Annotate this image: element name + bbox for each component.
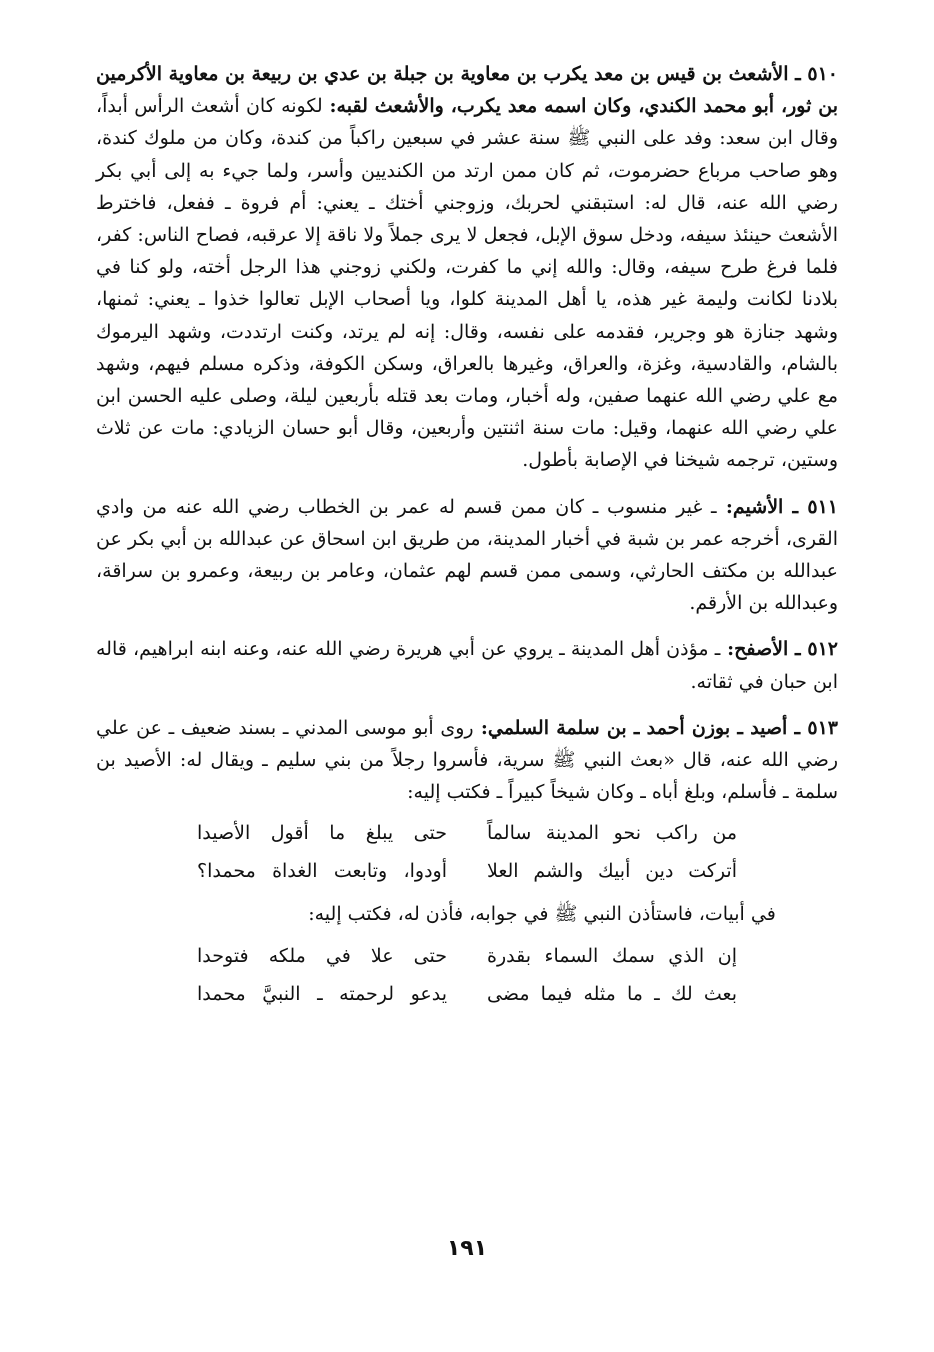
entry-heading: ـ الأصفح: <box>720 638 808 661</box>
entry-body: ـ غير منسوب ـ كان ممن قسم له عمر بن الخطاب رضي الله عنه من وادي القرى، أخرجه عمر بن شبة في أخبار المدينة، من طريق ابن اسحاق عن عبدالله بن أبي بكر عن عبدالله بن مكتف الحارثي، وسمى ممن قسم لهم عثمان، وعامر بن ربيعة، وعمرو بن سراقة، وعبدالله بن الأرقم. <box>96 495 838 615</box>
entry-paragraph <box>96 58 838 477</box>
entry-number: ٥١٢ <box>807 638 838 661</box>
entry-paragraph <box>96 491 838 620</box>
entry-513 <box>96 712 838 1013</box>
entry-512 <box>96 633 838 697</box>
entry-heading: ـ أصيد ـ بوزن أحمد ـ بن سلمة السلمي: <box>473 716 808 739</box>
entry-510 <box>96 58 838 477</box>
entry-paragraph <box>96 633 838 697</box>
poem-verse <box>197 937 737 975</box>
poem-verse <box>197 814 737 852</box>
poem-verse <box>197 852 737 890</box>
entry-body: لكونه كان أشعث الرأس أبداً، وقال ابن سعد: وفد على النبي ﷺ سنة عشر في سبعين راكباً من كندة، وكان من ملوك كندة، وهو صاحب مرباع حضرموت، ثم كان ممن ارتد من الكنديين وأسر، ولما جيء به إلى أبي بكر رضي الله عنه، قال له: استبقني لحربك، وزوجني أختك ـ يعني: أم فروة ـ ففعل، فاخترط الأشعث حينئذ سيفه، ودخل سوق الإبل، فجعل لا يرى جملاً ولا ناقة إلا عرقبه، فصاح الناس: كفر، فلما فرغ طرح سيفه، وقال: والله إني ما كفرت، ولكني زوجني هذا الرجل أخته، ولو كنا في بلادنا لكانت وليمة غير هذه، يا أهل المدينة كلوا، ويا أصحاب الإبل تعالوا خذوا ـ يعني: ثمنها، وشهد جنازة هو وجرير، فقدمه على نفسه، وقال: إنه لم يرتد، وكنت ارتددت، وشهد اليرموك بالشام، والقادسية، وغزة، والعراق، وغيرها بالعراق، وسكن الكوفة، وذكره مسلم فيهم، وشهد مع علي رضي الله عنهما صفين، وله أخبار، ومات بعد قتله بأربعين ليلة، وصلى عليه الحسن ابن علي رضي الله عنهما، وقيل: مات سنة اثنتين وأربعين، وقال أبو حسان الزيادي: مات عن ثلاث وستين، ترجمه شيخنا في الإصابة بأطول. <box>96 95 838 472</box>
verse-first-hemistich: من راكب نحو المدينة سالماً <box>487 822 737 845</box>
entry-number: ٥١٠ <box>807 63 838 85</box>
page-number: ١٩١ <box>446 1236 488 1261</box>
poem-first <box>197 814 737 890</box>
document-page <box>96 58 838 1027</box>
poem-second <box>197 937 737 1013</box>
verse-second-hemistich: حتى يبلغ ما أقول الأصيدا <box>197 822 447 845</box>
entry-paragraph <box>96 712 838 809</box>
verse-first-hemistich: إن الذي سمك السماء بقدرة <box>487 944 737 967</box>
entry-heading: ـ الأشعث بن قيس بن معد يكرب بن معاوية بن جبلة بن عدي بن ربيعة بن معاوية الأكرمين بن ثور، أبو محمد الكندي، وكان اسمه معد يكرب، والأشعث لقبه: <box>96 63 838 118</box>
verse-second-hemistich: حتى علا في ملكه فتوحدا <box>197 944 447 967</box>
entry-heading: ـ الأشيم: <box>716 495 808 518</box>
verse-first-hemistich: بعث لك ـ ما مثله فيما مضى <box>487 982 737 1005</box>
verse-second-hemistich: أودوا، وتابعت الغداة محمدا؟ <box>197 860 447 883</box>
entry-body: ـ مؤذن أهل المدينة ـ يروي عن أبي هريرة رضي الله عنه، وعنه ابنه ابراهيم، قاله ابن حبان في ثقاته. <box>96 638 838 693</box>
entry-511 <box>96 491 838 620</box>
entry-number: ٥١١ <box>807 495 839 518</box>
verse-first-hemistich: أتركت دين أبيك والشم العلا <box>487 860 737 883</box>
entry-number: ٥١٣ <box>807 716 838 739</box>
entry-body: روى أبو موسى المدني ـ بسند ضعيف ـ عن علي رضي الله عنه، قال «بعث النبي ﷺ سرية، فأسروا رجلاً من بني سليم ـ ويقال له: الأصيد بن سلمة ـ فأسلم، وبلغ أباه ـ وكان شيخاً كبيراً ـ فكتب إليه: <box>96 716 838 804</box>
poem-verse <box>197 975 737 1013</box>
verse-second-hemistich: يدعو لرحمته ـ النبيَّ محمدا <box>197 982 447 1005</box>
between-verses-text: في أبيات، فاستأذن النبي ﷺ في جوابه، فأذن له، فكتب إليه: <box>308 903 776 926</box>
